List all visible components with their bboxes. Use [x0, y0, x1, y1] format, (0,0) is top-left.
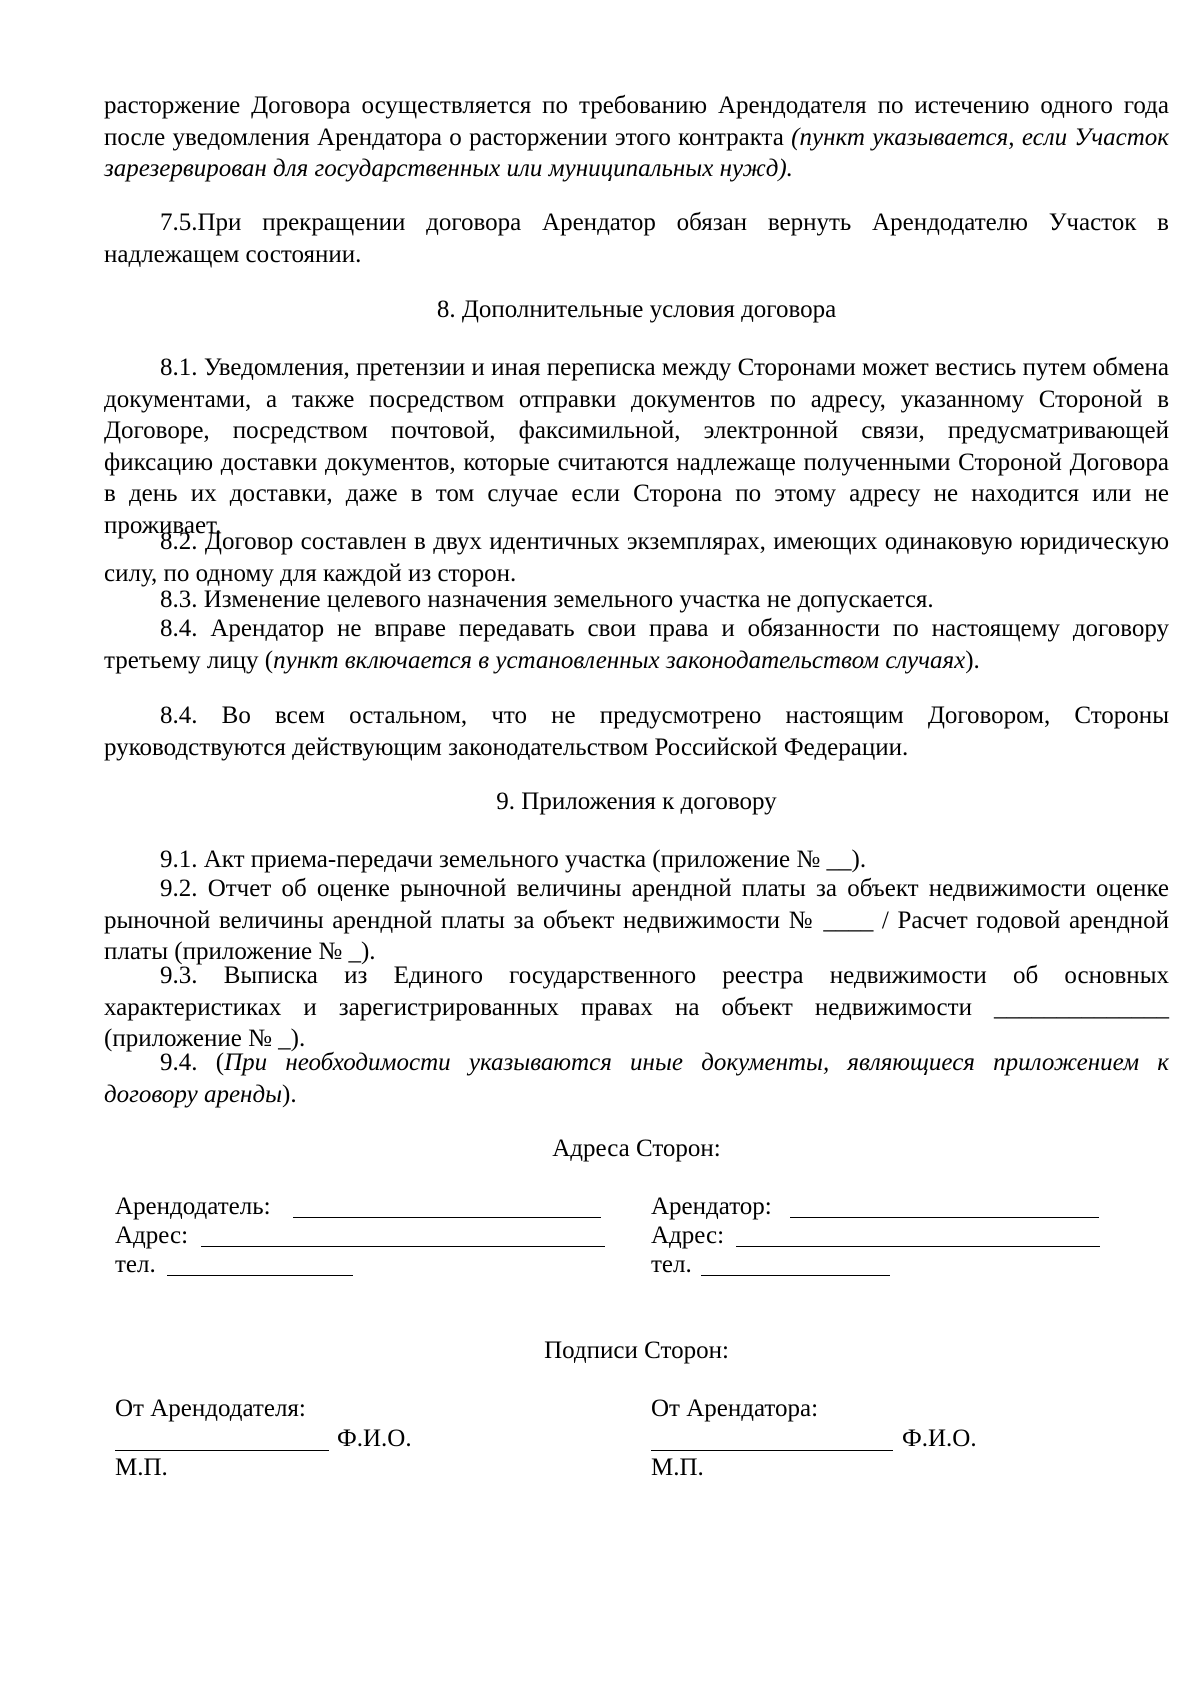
tenant-label: Арендатор:: [651, 1193, 772, 1220]
clause-9-4: 9.4. (При необходимости указываются иные документы, являющиеся приложением к договору аренды).: [104, 1049, 1169, 1108]
section-8-heading: 8. Дополнительные условия договора: [436, 296, 837, 323]
landlord-signature-line: [115, 1450, 329, 1451]
tenant-name-line: [790, 1217, 1099, 1218]
clause-9-2: 9.2. Отчет об оценке рыночной величины арендной платы за объект недвижимости оценке рыночной величины арендной платы за объект недвижимости № ____ / Расчет годовой арендной платы (приложение № _).: [104, 875, 1169, 965]
clause-9-3: 9.3. Выписка из Единого государственного реестра недвижимости об основных характеристиках и зарегистрированных правах на объект недвижимости ______________ (приложение № _).: [104, 962, 1169, 1052]
clause-8-2: 8.2. Договор составлен в двух идентичных экземплярах, имеющих одинаковую юридическую силу, по одному для каждой из сторон.: [104, 528, 1169, 587]
landlord-address-label: Адрес:: [115, 1222, 189, 1249]
from-tenant-label: От Арендатора:: [651, 1395, 819, 1422]
landlord-fio-label: Ф.И.О.: [337, 1425, 412, 1452]
clause-7-4-italic-note: (пункт указывается, если Участок зарезервирован для государственных или муниципальных нужд).: [104, 123, 1169, 182]
clause-8-1: 8.1. Уведомления, претензии и иная переписка между Сторонами может вестись путем обмена документами, а также посредством отправки документов по адресу, указанному Стороной в Договоре, посредством почтовой, факсимильной, электронной связи, предусматривающей фиксацию доставки документов, которые считаются надлежаще полученными Стороной Договора в день их доставки, даже в том случае если Сторона по этому адресу не находится или не проживает.: [104, 354, 1169, 539]
clause-8-4-transfer: 8.4. Арендатор не вправе передавать свои права и обязанности по настоящему договору третьему лицу (пункт включается в установленных законодательством случаях).: [104, 615, 1169, 674]
tenant-fio-label: Ф.И.О.: [902, 1425, 977, 1452]
clause-8-4-other: 8.4. Во всем остальном, что не предусмотрено настоящим Договором, Стороны руководствуются действующим законодательством Российской Федерации.: [104, 702, 1169, 761]
tenant-stamp-label: М.П.: [651, 1454, 704, 1481]
landlord-address-line: [201, 1246, 605, 1247]
landlord-name-line: [293, 1217, 601, 1218]
landlord-label: Арендодатель:: [115, 1193, 271, 1220]
tenant-phone-label: тел.: [651, 1251, 692, 1278]
clause-9-1: 9.1. Акт приема-передачи земельного участка (приложение № __).: [160, 846, 867, 873]
clause-7-4-continuation: расторжение Договора осуществляется по требованию Арендодателя по истечению одного года после уведомления Арендатора о расторжении этого контракта (пункт указывается, если Участок зарезервирован для государственных или муниципальных нужд).: [104, 92, 1169, 182]
signatures-heading: Подписи Сторон:: [544, 1337, 729, 1364]
section-9-heading: 9. Приложения к договору: [496, 788, 777, 815]
tenant-address-label: Адрес:: [651, 1222, 725, 1249]
landlord-phone-label: тел.: [115, 1251, 156, 1278]
landlord-phone-line: [167, 1275, 353, 1276]
from-landlord-label: От Арендодателя:: [115, 1395, 306, 1422]
landlord-stamp-label: М.П.: [115, 1454, 168, 1481]
addresses-heading: Адреса Сторон:: [552, 1135, 721, 1162]
clause-7-5: 7.5.При прекращении договора Арендатор обязан вернуть Арендодателю Участок в надлежащем состоянии.: [104, 209, 1169, 268]
tenant-phone-line: [701, 1275, 890, 1276]
clause-8-3: 8.3. Изменение целевого назначения земельного участка не допускается.: [160, 586, 934, 613]
tenant-signature-line: [651, 1450, 893, 1451]
tenant-address-line: [736, 1246, 1100, 1247]
